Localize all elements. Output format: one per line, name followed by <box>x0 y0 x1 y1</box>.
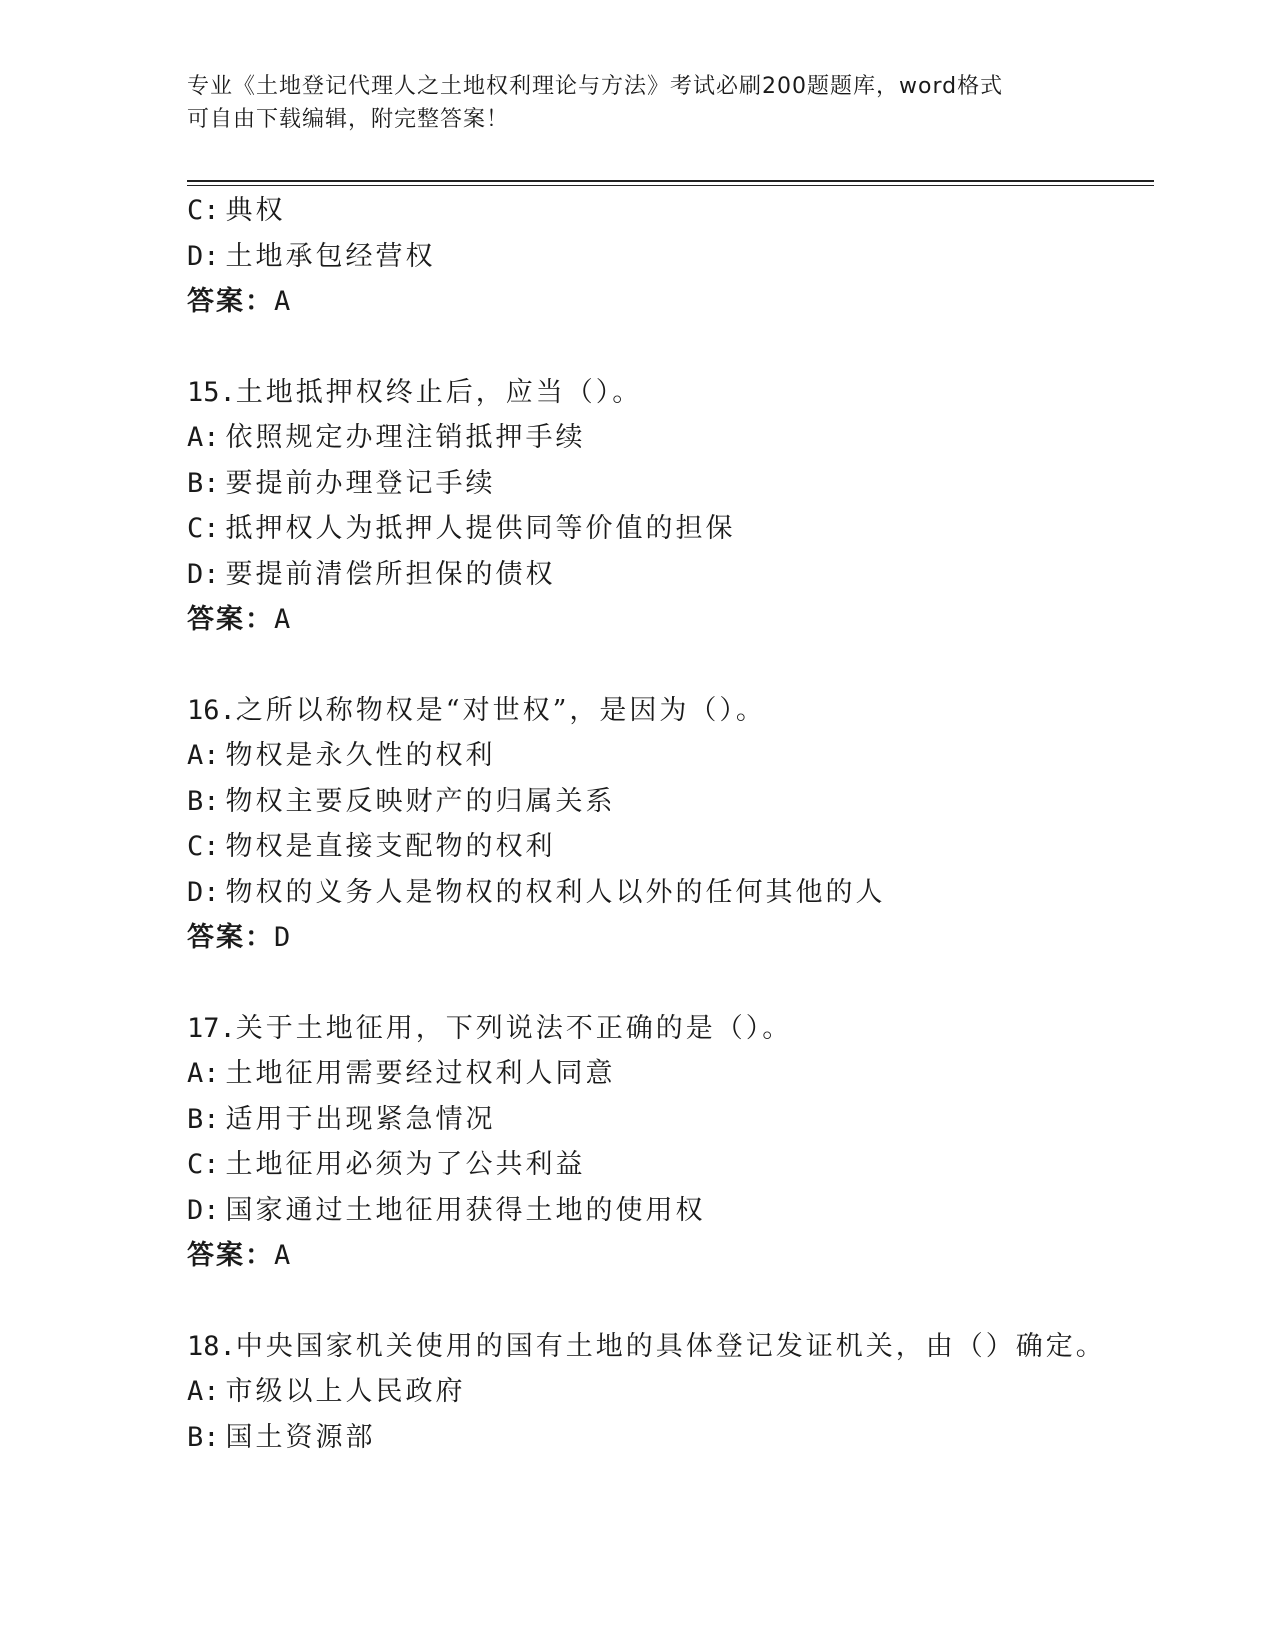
answer-value: A <box>274 286 293 317</box>
option-text: 国家通过土地征用获得土地的使用权 <box>225 1194 706 1226</box>
option-label: D: <box>187 876 220 908</box>
option-label: C: <box>187 195 220 226</box>
answer-label: 答案： <box>187 1240 274 1271</box>
option-label: A: <box>187 1058 220 1089</box>
option-label: A: <box>187 422 220 453</box>
option-line <box>187 1188 1154 1234</box>
option-line <box>187 1097 1154 1143</box>
option-label: A: <box>187 740 220 771</box>
option-text: 物权的义务人是物权的权利人以外的任何其他的人 <box>225 876 886 908</box>
option-text: 国土资源部 <box>225 1421 376 1453</box>
option-text: 适用于出现紧急情况 <box>225 1103 496 1135</box>
option-label: B: <box>187 1421 220 1453</box>
header-title-line: 专业《土地登记代理人之土地权利理论与方法》考试必刷200题题库，word格式 <box>187 74 1004 99</box>
question-number: 17. <box>187 1012 236 1044</box>
option-line <box>187 824 1154 870</box>
option-text: 土地征用需要经过权利人同意 <box>225 1058 616 1089</box>
question-number: 16. <box>187 694 236 726</box>
answer-line <box>187 1233 1154 1279</box>
header-subtitle-line: 可自由下载编辑，附完整答案！ <box>187 107 510 132</box>
answer-line <box>187 597 1154 643</box>
option-line <box>187 415 1154 461</box>
option-label: C: <box>187 513 220 544</box>
answer-label: 答案： <box>187 604 274 635</box>
option-text: 物权是永久性的权利 <box>225 740 496 771</box>
spacer <box>187 961 1154 1006</box>
spacer <box>187 1279 1154 1324</box>
option-line <box>187 1142 1154 1188</box>
option-line <box>187 1051 1154 1097</box>
option-label: B: <box>187 785 220 817</box>
option-label: D: <box>187 1194 220 1226</box>
header-divider-thick <box>187 180 1154 182</box>
spacer <box>187 325 1154 370</box>
question-text: 之所以称物权是“对世权”，是因为（）。 <box>235 694 766 726</box>
answer-label: 答案： <box>187 286 274 317</box>
answer-value: D <box>274 922 293 953</box>
option-text: 土地征用必须为了公共利益 <box>225 1149 586 1180</box>
question-number: 15. <box>187 376 236 408</box>
question-text: 关于土地征用，下列说法不正确的是（）。 <box>235 1012 793 1044</box>
option-label: D: <box>187 240 220 272</box>
question-list <box>187 188 1154 1460</box>
option-text: 抵押权人为抵押人提供同等价值的担保 <box>225 513 736 544</box>
option-line <box>187 552 1154 598</box>
answer-label: 答案： <box>187 922 274 953</box>
option-line <box>187 733 1154 779</box>
option-label: C: <box>187 1149 220 1180</box>
option-label: C: <box>187 831 220 862</box>
page-header <box>187 70 1087 136</box>
question-line <box>187 370 1154 416</box>
answer-value: A <box>274 1240 293 1271</box>
option-text: 市级以上人民政府 <box>225 1376 466 1407</box>
option-text: 依照规定办理注销抵押手续 <box>225 422 586 453</box>
option-text: 物权主要反映财产的归属关系 <box>225 785 616 817</box>
question-line <box>187 688 1154 734</box>
answer-line <box>187 915 1154 961</box>
answer-value: A <box>274 604 293 635</box>
option-label: D: <box>187 558 220 590</box>
option-text: 要提前清偿所担保的债权 <box>225 558 556 590</box>
option-label: B: <box>187 1103 220 1135</box>
option-line <box>187 506 1154 552</box>
question-line <box>187 1324 1154 1370</box>
question-line <box>187 1006 1154 1052</box>
option-text: 典权 <box>225 195 286 226</box>
option-line <box>187 870 1154 916</box>
header-divider-thin <box>187 185 1154 186</box>
option-label: A: <box>187 1376 220 1407</box>
option-line <box>187 461 1154 507</box>
question-text: 土地抵押权终止后，应当（）。 <box>235 376 643 408</box>
spacer <box>187 643 1154 688</box>
option-line <box>187 1369 1154 1415</box>
option-text: 物权是直接支配物的权利 <box>225 831 556 862</box>
option-text: 要提前办理登记手续 <box>225 467 496 499</box>
option-line <box>187 1415 1154 1461</box>
option-line <box>187 188 1154 234</box>
option-label: B: <box>187 467 220 499</box>
question-text: 中央国家机关使用的国有土地的具体登记发证机关，由（）确定。 <box>235 1330 1106 1362</box>
option-text: 土地承包经营权 <box>225 240 436 272</box>
question-number: 18. <box>187 1330 236 1362</box>
answer-line <box>187 279 1154 325</box>
option-line <box>187 234 1154 280</box>
option-line <box>187 779 1154 825</box>
